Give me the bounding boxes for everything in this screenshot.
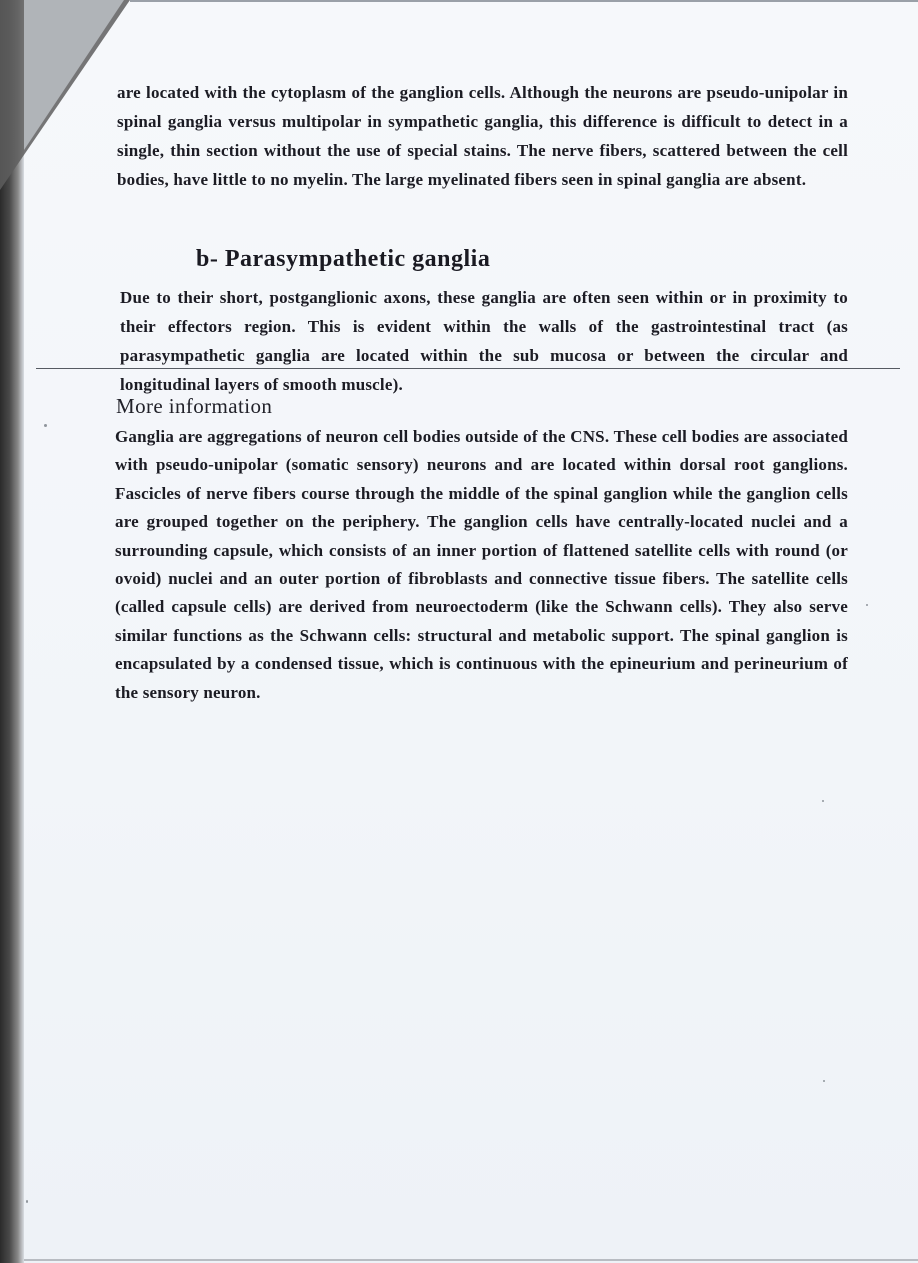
scan-speck — [823, 1080, 825, 1082]
scan-speck — [26, 1200, 28, 1203]
page-bottom-edge — [24, 1259, 918, 1261]
more-info-paragraph: Ganglia are aggregations of neuron cell bodies outside of the CNS. These cell bodies are associated with pseudo-unipolar (somatic sensory) neurons and are located within dorsal root ganglions. Fascicles of nerve fibers course through the middle of the spinal ganglion while the ganglion cells are grouped together on the periphery. The ganglion cells have centrally-located nuclei and a surrounding capsule, which consists of an inner portion of flattened satellite cells with round (or ovoid) nuclei and an outer portion of fibroblasts and connective tissue fibers. The satellite cells (called capsule cells) are derived from neuroectoderm (like the Schwann cells). They also serve similar functions as the Schwann cells: structural and metabolic support. The spinal ganglion is encapsulated by a condensed tissue, which is continuous with the epineurium and perineurium of the sensory neuron. — [115, 427, 848, 702]
page-top-edge — [130, 0, 918, 2]
more-info-heading: More information — [116, 394, 273, 418]
parasympathetic-heading: b- Parasympathetic ganglia — [196, 246, 491, 272]
scanner-corner-highlight — [24, 0, 124, 150]
scan-speck — [822, 800, 824, 802]
scan-speck — [866, 604, 868, 606]
scan-speck — [44, 424, 47, 427]
intro-paragraph: are located with the cytoplasm of the ganglion cells. Although the neurons are pseudo-unipolar in spinal ganglia versus multipolar in sympathetic ganglia, this difference is difficult to detect in a single, thin section without the use of special stains. The nerve fibers, scattered between the cell bodies, have little to no myelin. The large myelinated fibers seen in spinal ganglia are absent. — [117, 83, 848, 189]
parasympathetic-paragraph: Due to their short, postganglionic axons, these ganglia are often seen within or in proximity to their effectors region. This is evident within the walls of the gastrointestinal tract (as parasympathetic ganglia are located within the sub mucosa or between the circular and longitudinal layers of smooth muscle). — [120, 288, 848, 394]
